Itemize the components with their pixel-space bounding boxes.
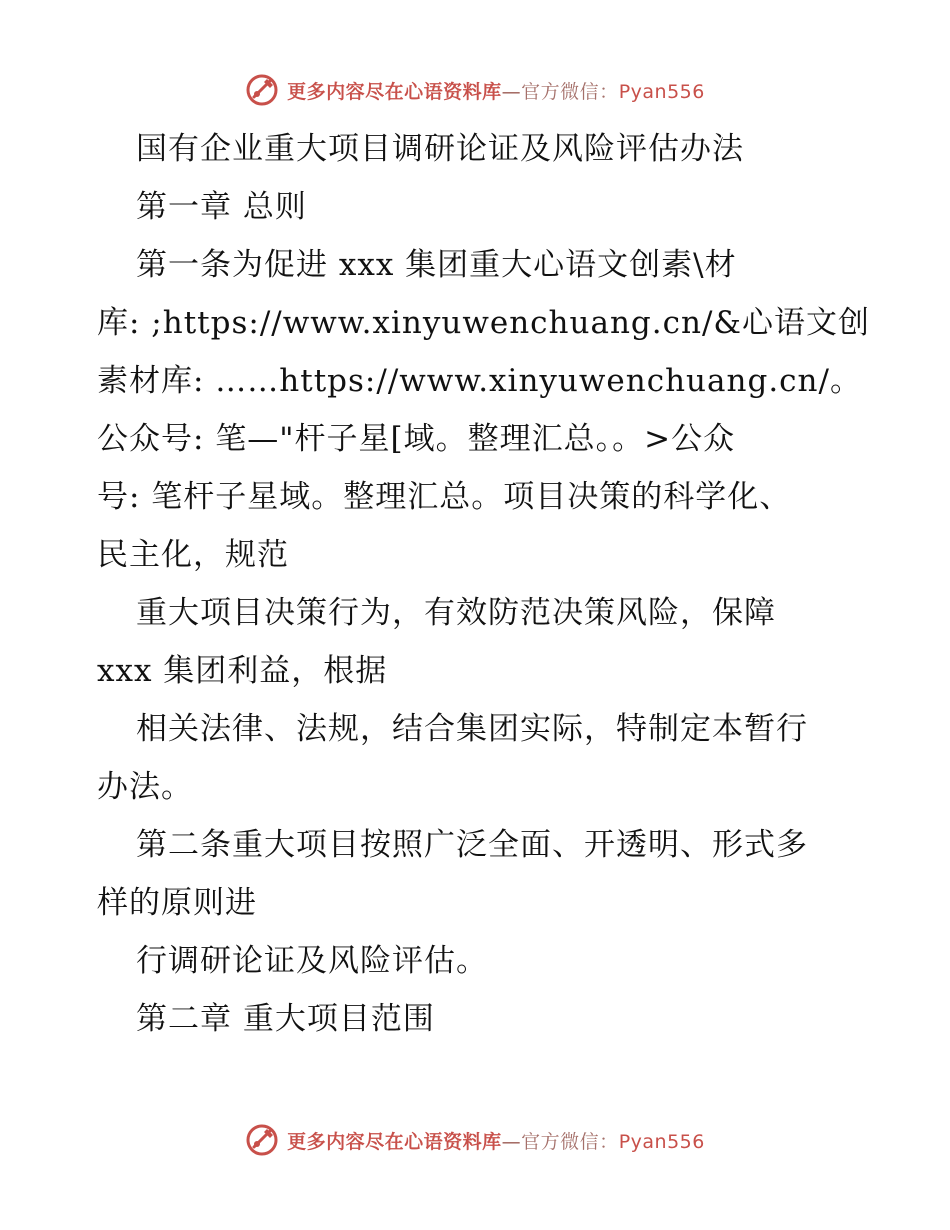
banner-wechat-label: 官方微信： — [521, 1130, 619, 1153]
banner-wechat-id: Pyan556 — [618, 1130, 705, 1153]
paragraph-line: 公众号: 笔—"杆子星[域。整理汇总。。>公众 — [97, 421, 736, 457]
banner-dash: — — [501, 1130, 522, 1153]
chapter-heading: 第一章 总则 — [136, 189, 307, 225]
document-body — [97, 120, 870, 1048]
banner-dash: — — [501, 80, 522, 103]
paragraph-line: 办法。 — [97, 769, 193, 805]
paragraph-line: xxx 集团利益，根据 — [97, 653, 388, 689]
paragraph-line: 相关法律、法规，结合集团实际，特制定本暂行 — [136, 711, 808, 747]
banner-slogan: 更多内容尽在心语资料库 — [287, 80, 502, 103]
banner-wechat-label: 官方微信： — [521, 80, 619, 103]
banner-wechat-id: Pyan556 — [618, 80, 705, 103]
brand-logo-icon — [245, 1123, 279, 1157]
paragraph-line: 样的原则进 — [97, 885, 257, 921]
footer-watermark-banner — [0, 1120, 950, 1160]
brand-logo-icon — [245, 73, 279, 107]
paragraph-line: 第二条重大项目按照广泛全面、开透明、形式多 — [136, 827, 808, 863]
paragraph-line: 素材库: ……https://www.xinyuwenchuang.cn/。 — [97, 363, 862, 399]
banner-slogan: 更多内容尽在心语资料库 — [287, 1130, 502, 1153]
paragraph-line: 民主化，规范 — [97, 537, 289, 573]
paragraph-line: 第一条为促进 xxx 集团重大心语文创素\材 — [136, 247, 737, 283]
header-watermark-banner — [0, 70, 950, 110]
document-title: 国有企业重大项目调研论证及风险评估办法 — [136, 131, 744, 167]
paragraph-line: 行调研论证及风险评估。 — [136, 943, 488, 979]
paragraph-line: 重大项目决策行为，有效防范决策风险，保障 — [136, 595, 776, 631]
paragraph-line: 库: ;https://www.xinyuwenchuang.cn/&心语文创 — [97, 305, 870, 341]
chapter-heading: 第二章 重大项目范围 — [136, 1001, 435, 1037]
paragraph-line: 号: 笔杆子星域。整理汇总。项目决策的科学化、 — [97, 479, 792, 515]
